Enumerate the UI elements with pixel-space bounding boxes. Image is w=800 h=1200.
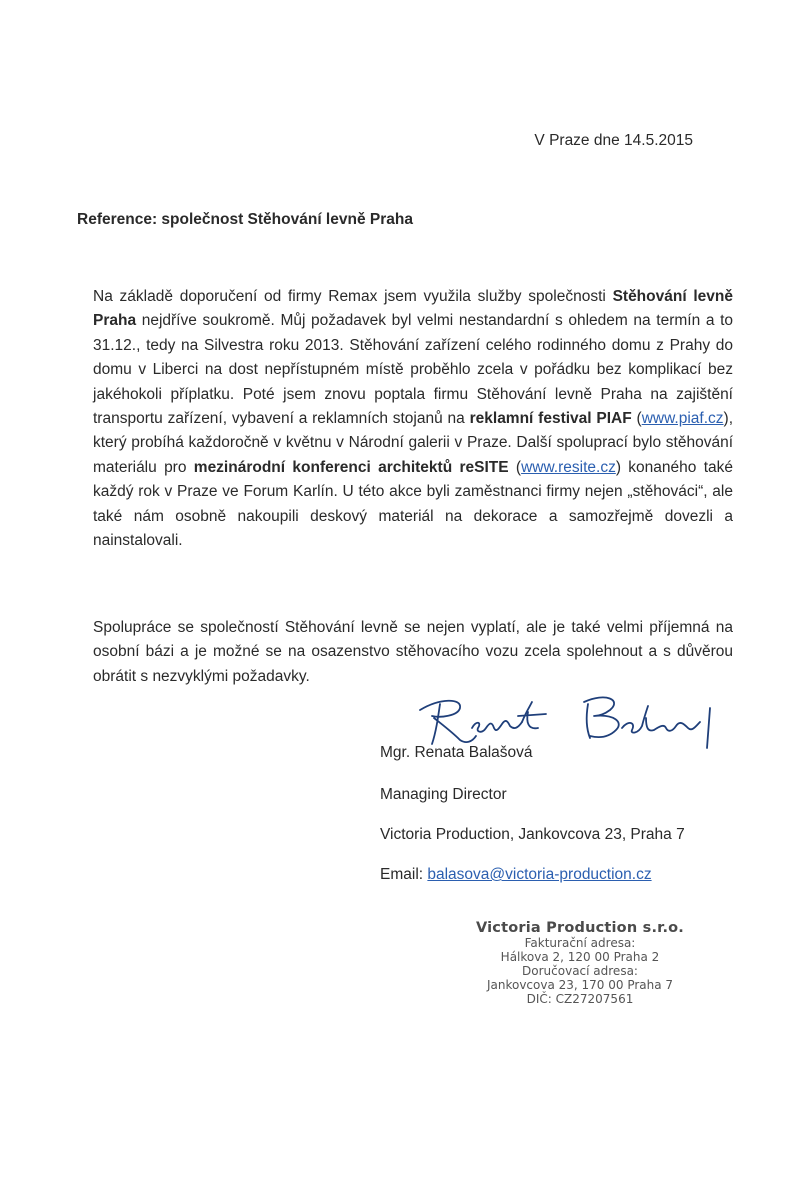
text-run: Na základě doporučení od firmy Remax jsem využila služby společnosti xyxy=(93,288,613,305)
text-run: ( xyxy=(508,458,522,476)
body-paragraph-1 xyxy=(93,285,733,553)
letter-date: V Praze dne 14.5.2015 xyxy=(534,132,693,149)
conference-name-bold: mezinárodní konferenci architektů reSITE xyxy=(193,458,509,476)
company-stamp xyxy=(470,920,690,1006)
stamp-billing-address: Hálkova 2, 120 00 Praha 2 xyxy=(500,950,660,964)
company-name-bold: Stěhování levně Praha xyxy=(93,288,733,330)
stamp-company-name: Victoria Production s.r.o. xyxy=(475,920,685,936)
email-label: Email: xyxy=(380,866,428,883)
text-run: ) konaného také každý rok v Praze ve Forum Karlín. U této akce byli zaměstnanci firmy nejen „stěhováci“, ale také nám osobně nakoupili deskový materiál na dekorace a samozřejmě dovezli a nainstalovali. xyxy=(93,458,734,550)
stamp-delivery-address: Jankovcova 23, 170 00 Praha 7 xyxy=(486,978,674,992)
stamp-delivery-label: Doručovací adresa: xyxy=(522,964,638,978)
sender-name: Mgr. Renata Balašová xyxy=(380,744,533,761)
festival-name-bold: reklamní festival PIAF xyxy=(469,410,632,428)
sender-email-line xyxy=(380,866,652,884)
sender-role: Managing Director xyxy=(380,786,507,803)
stamp-billing-label: Fakturační adresa: xyxy=(524,936,636,950)
resite-link[interactable]: www.resite.cz xyxy=(521,458,616,476)
letter-subject: Reference: společnost Stěhování levně Praha xyxy=(77,211,413,228)
sender-company-address: Victoria Production, Jankovcova 23, Praha 7 xyxy=(380,826,685,843)
text-run: ( xyxy=(631,410,642,428)
text-run: nejdříve soukromě. Můj požadavek byl velmi nestandardní s ohledem na termín a to 31.12., tedy na Silvestra roku 2013. Stěhování zařízení celého rodinného domu z Prahy do domu v Liberci na dost nepřístupném místě proběhlo zcela v pořádku bez komplikací bez jakéhokoli příplatku. Poté jsem znovu poptala firmu Stěhování levně Praha na zajištění transportu zařízení, vybavení a reklamních stojanů na xyxy=(93,312,733,428)
stamp-vat-id: DIČ: CZ27207561 xyxy=(526,992,634,1006)
text-run: ), který probíhá každoročně v květnu v Národní galerii v Praze. Další spoluprací bylo stěhování materiálu pro xyxy=(93,410,734,476)
piaf-link[interactable]: www.piaf.cz xyxy=(641,410,724,428)
email-link[interactable]: balasova@victoria-production.cz xyxy=(427,866,652,883)
body-paragraph-2: Spolupráce se společností Stěhování levně se nejen vyplatí, ale je také velmi příjemná na osobní bázi a je možné se na osazenstvo stěhovacího vozu zcela spolehnout a s důvěrou obrátit s nezvyklými požadavky. xyxy=(93,619,733,685)
